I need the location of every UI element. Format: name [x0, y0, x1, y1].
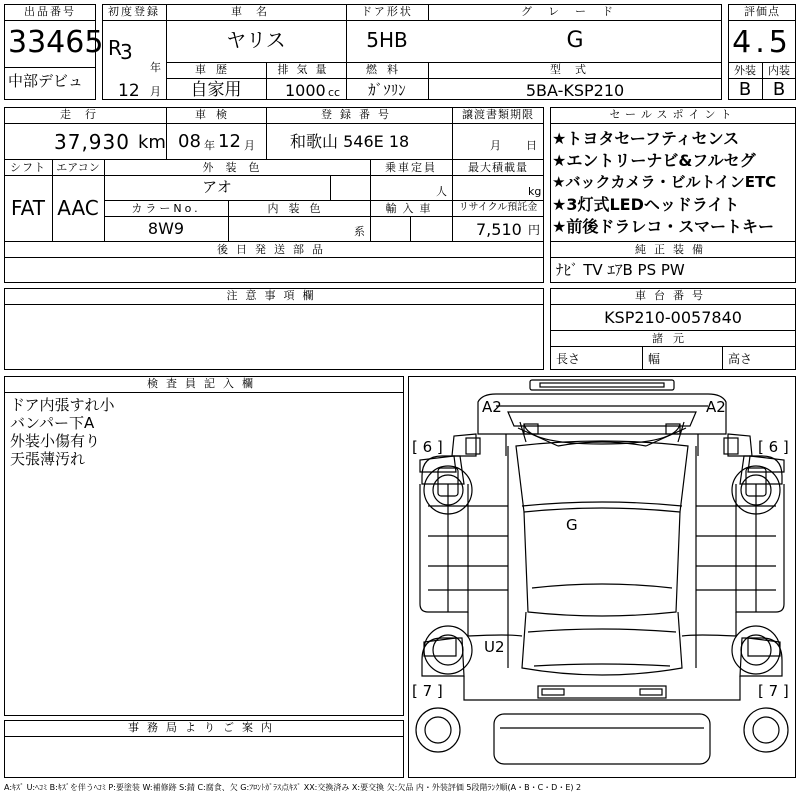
- length-label: 長さ: [556, 352, 581, 366]
- inspector-label: 検査員記入欄: [147, 377, 261, 390]
- import-label: 輸入車: [385, 202, 437, 215]
- interior-color-unit: 系: [354, 225, 365, 238]
- lot-number: 33465: [8, 25, 104, 60]
- damage-mark-a2-right: A2: [706, 398, 726, 416]
- inspection-year: 08: [178, 131, 201, 152]
- fuel: ｶﾞｿﾘﾝ: [368, 81, 406, 99]
- shift: FAT: [10, 196, 45, 220]
- capacity-unit: 人: [436, 185, 447, 198]
- color-label: 外装色: [202, 161, 272, 174]
- grade-label: グレード: [521, 5, 629, 18]
- max-load-label: 最大積載量: [468, 161, 528, 174]
- score: 4.5: [732, 25, 792, 60]
- inspection-year-unit: 年: [204, 139, 215, 152]
- dimensions-label: 諸元: [652, 332, 694, 345]
- chassis-label: 車台番号: [635, 289, 711, 302]
- month-unit: 月: [150, 85, 161, 98]
- color-number-label: カラーNo.: [131, 202, 201, 215]
- width-label: 幅: [648, 352, 661, 366]
- tire-mark-right-front: [ 6 ]: [758, 438, 789, 456]
- interior-color-label: 内装色: [267, 202, 331, 215]
- car-name: ヤリス: [226, 28, 286, 52]
- chassis-number: KSP210-0057840: [604, 308, 742, 327]
- inspector-note: 天張薄汚れ: [10, 450, 86, 468]
- max-load-unit: kg: [528, 185, 542, 198]
- first-reg-year: 3: [120, 40, 133, 64]
- recycle-unit: 円: [528, 223, 541, 237]
- history: 自家用: [190, 80, 242, 100]
- height-label: 高さ: [728, 352, 753, 366]
- body-color: アオ: [202, 178, 232, 196]
- damage-mark-a2-left: A2: [482, 398, 502, 416]
- ac-label: エアコン: [56, 161, 100, 174]
- sales-point: ★バックカメラ・ビルトインETC: [552, 173, 777, 191]
- plate-label: 登録番号: [321, 108, 397, 121]
- plate-number: 和歌山 546E 18: [290, 132, 410, 151]
- damage-mark-g: G: [566, 516, 578, 534]
- transfer-deadline-label: 譲渡書類期限: [462, 108, 534, 121]
- inspector-note: 外装小傷有り: [10, 432, 101, 450]
- tire-mark-left-front: [ 6 ]: [412, 438, 443, 456]
- first-registration-label: 初度登録: [108, 5, 160, 18]
- inspector-note: ドア内張すれ小: [10, 396, 115, 414]
- genuine-equipment: ﾅﾋﾞ TV ｴｱB PS PW: [556, 261, 685, 279]
- recycle-fee: 7,510: [476, 220, 522, 239]
- interior-label: 内装: [768, 64, 790, 77]
- later-parts-label: 後日発送部品: [217, 243, 331, 256]
- ac: AAC: [57, 196, 99, 220]
- grade: G: [566, 28, 584, 53]
- era: R: [108, 36, 122, 60]
- model: 5BA-KSP210: [525, 81, 625, 100]
- sales-point: ★前後ドラレコ・スマートキー: [552, 217, 775, 236]
- mileage: 37,930: [54, 130, 130, 154]
- transfer-day-unit: 日: [526, 139, 537, 152]
- car-name-label: 車名: [231, 5, 281, 18]
- recycle-label: リサイクル預託金: [458, 202, 538, 213]
- lot-number-label: 出品番号: [24, 5, 76, 18]
- score-label: 評価点: [744, 5, 780, 18]
- mileage-unit: km: [138, 132, 166, 153]
- displacement-label: 排気量: [277, 63, 335, 76]
- debut-text: 中部デビュ: [8, 72, 84, 90]
- color-number: 8W9: [147, 219, 185, 238]
- first-reg-month: 12: [118, 81, 140, 101]
- transfer-month-unit: 月: [490, 139, 501, 152]
- inspector-note: バンパー下A: [10, 414, 95, 432]
- interior-grade: B: [772, 79, 786, 100]
- inspection-label: 車検: [195, 108, 237, 121]
- displacement-unit: cc: [328, 86, 341, 99]
- tire-mark-right-rear: [ 7 ]: [758, 682, 789, 700]
- model-label: 型式: [550, 63, 600, 76]
- capacity-label: 乗車定員: [385, 161, 437, 174]
- door-type: 5HB: [366, 28, 408, 52]
- inspection-month-unit: 月: [244, 139, 255, 152]
- tire-mark-left-rear: [ 7 ]: [412, 682, 443, 700]
- door-label: ドア形状: [361, 5, 413, 18]
- sales-point: ★3灯式LEDヘッドライト: [552, 195, 740, 214]
- legend-text: A:ｷｽﾞ U:ﾍｺﾐ B:ｷｽﾞを伴うﾍｺﾐ P:要塗装 W:補修跡 S:錆 C:腐食、欠 G:ﾌﾛﾝﾄｶﾞﾗｽ点ｷｽﾞ XX:交換済み X:要交換 欠:欠品 内・外装評価 5段階ﾗﾝｸ順(A・B・C・D・E) 2: [4, 783, 582, 792]
- exterior-label: 外装: [734, 64, 756, 77]
- sales-points-label: セールスポイント: [609, 108, 737, 121]
- car-diagram: [408, 376, 796, 778]
- exterior-grade: B: [738, 79, 752, 100]
- genuine-equipment-label: 純正装備: [635, 243, 711, 256]
- history-label: 車歴: [195, 63, 237, 76]
- shift-label: シフト: [10, 161, 46, 174]
- inspection-month: 12: [218, 131, 241, 152]
- year-unit: 年: [150, 61, 161, 74]
- office-label: 事務局よりご案内: [128, 721, 280, 734]
- fuel-label: 燃料: [366, 63, 408, 76]
- sales-point: ★エントリーナビ&フルセグ: [552, 151, 756, 170]
- sales-point: ★トヨタセーフティセンス: [552, 129, 740, 148]
- notes-label: 注意事項欄: [226, 289, 322, 302]
- displacement: 1000: [285, 81, 326, 100]
- damage-mark-u2: U2: [484, 638, 505, 656]
- mileage-label: 走行: [60, 108, 110, 121]
